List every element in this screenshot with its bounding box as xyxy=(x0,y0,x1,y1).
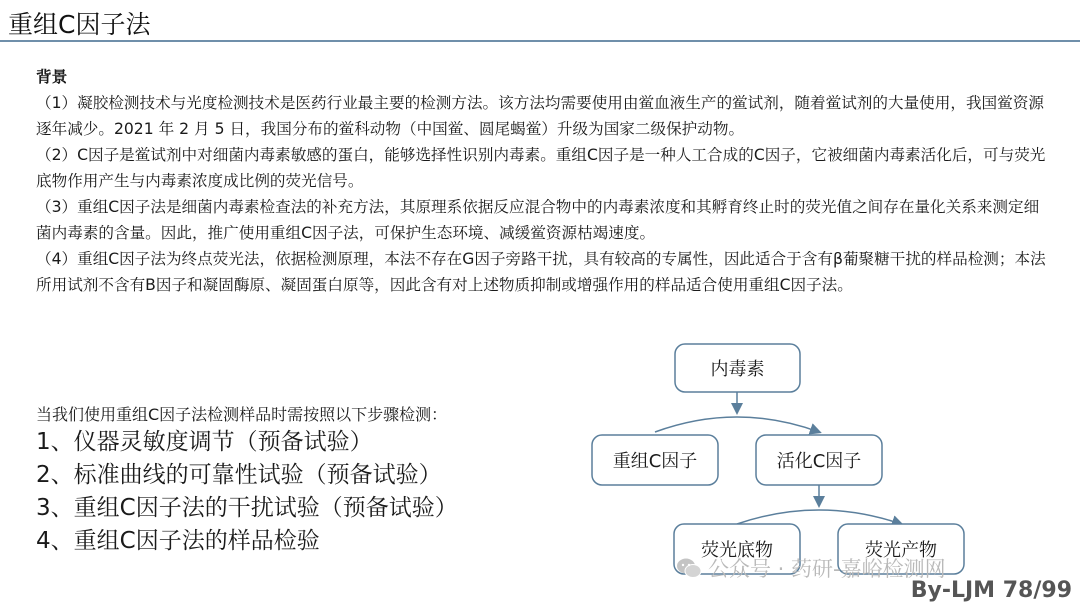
background-paragraph-4: （4）重组C因子法为终点荧光法，依据检测原理，本法不存在G因子旁路干扰，具有较高的专属性，因此适合于含有β葡聚糖干扰的样品检测；本法所用试剂不含有B因子和凝固酶原、凝固蛋白原等，因此含有对上述物质抑制或增强作用的样品适合使用重组C因子法。 xyxy=(36,250,1046,294)
page-title: 重组C因子法 xyxy=(8,10,151,39)
watermark xyxy=(676,553,946,583)
node-product-label: 荧光产物 xyxy=(865,540,937,561)
background-paragraph-3: （3）重组C因子法是细菌内毒素检查法的补充方法，其原理系依据反应混合物中的内毒素浓度和其孵育终止时的荧光值之间存在量化关系来测定细菌内毒素的含量。因此，推广使用重组C因子法，可保护生态环境、减缓鲎资源枯竭速度。 xyxy=(36,198,1040,242)
node-endotoxin xyxy=(675,344,800,392)
step-item: 4、重组C因子法的样品检验 xyxy=(36,528,320,554)
step-item: 3、重组C因子法的干扰试验（预备试验） xyxy=(36,495,458,521)
step-item: 1、仪器灵敏度调节（预备试验） xyxy=(36,429,373,455)
watermark-text: 公众号 · 药研-嘉峪检测网 xyxy=(708,557,946,581)
background-heading: 背景 xyxy=(36,68,68,86)
connector-split-top xyxy=(655,417,819,432)
steps-intro: 当我们使用重组C因子法检测样品时需按照以下步骤检测： xyxy=(36,405,448,424)
connector-split-bottom xyxy=(737,510,901,524)
step-item: 2、标准曲线的可靠性试验（预备试验） xyxy=(36,462,442,488)
background-paragraph-1: （1）凝胶检测技术与光度检测技术是医药行业最主要的检测方法。该方法均需要使用由鲎血液生产的鲎试剂，随着鲎试剂的大量使用，我国鲎资源逐年减少。2021 年 2 月 5 日，我国分布的鲎科动物（中国鲎、圆尾蝎鲎）升级为国家二级保护动物。 xyxy=(36,94,1044,138)
node-rfc xyxy=(592,435,718,485)
node-activated xyxy=(756,435,882,485)
wechat-icon xyxy=(676,557,702,579)
background-paragraph-2: （2）C因子是鲎试剂中对细菌内毒素敏感的蛋白，能够选择性识别内毒素。重组C因子是一种人工合成的C因子，它被细菌内毒素活化后，可与荧光底物作用产生与内毒素浓度成比例的荧光信号。 xyxy=(36,146,1046,190)
node-endotoxin-label: 内毒素 xyxy=(710,359,765,380)
node-rfc-label: 重组C因子 xyxy=(612,451,698,472)
node-activated-label: 活化C因子 xyxy=(776,451,862,472)
node-substrate-label: 荧光底物 xyxy=(701,540,773,561)
footer-page-number: By-LJM 78/99 xyxy=(910,578,1072,603)
